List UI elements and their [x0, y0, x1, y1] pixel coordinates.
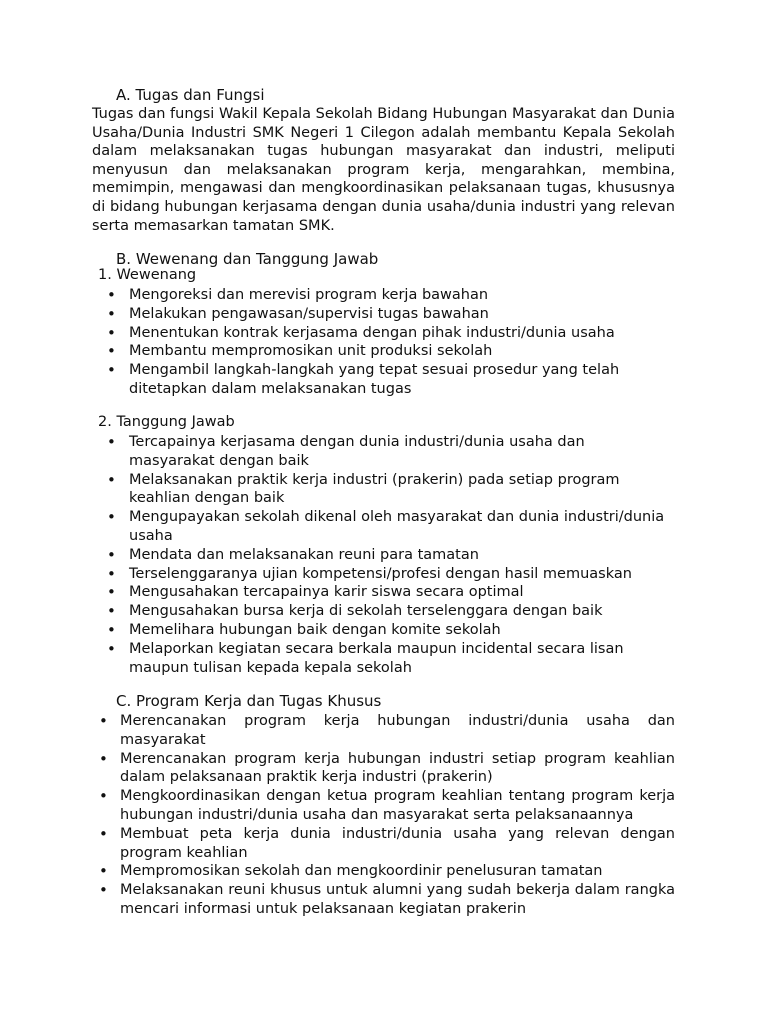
tanggung-jawab-list — [129, 433, 669, 677]
paragraph-a: Tugas dan fungsi Wakil Kepala Sekolah Bidang Hubungan Masyarakat dan Dunia Usaha/Dunia Industri SMK Negeri 1 Cilegon adalah membantu Kepala Sekolah dalam melaksanakan tugas hubungan masyarakat dan industri, meliputi menyusun dan melaksanakan program kerja, mengarahkan, membina, memimpin, mengawasi dan mengkoordinasikan pelaksanaan tugas, khususnya di bidang hubungan kerjasama dengan dunia usaha/dunia industri yang relevan serta memasarkan tamatan SMK. — [92, 106, 675, 234]
list-item: • Mengambil langkah-langkah yang tepat sesuai prosedur yang telah ditetapkan dalam melaksanakan tugas — [129, 361, 669, 399]
list-item: • Terselenggaranya ujian kompetensi/profesi dengan hasil memuaskan — [129, 565, 669, 584]
subheading-tanggung-jawab: 2. Tanggung Jawab — [98, 414, 235, 430]
list-item: • Memelihara hubungan baik dengan komite sekolah — [129, 621, 669, 640]
list-item: • Menentukan kontrak kerjasama dengan pihak industri/dunia usaha — [129, 324, 669, 343]
subheading-wewenang: 1. Wewenang — [98, 267, 197, 283]
list-item: • Merencanakan program kerja hubungan industri/dunia usaha dan masyarakat — [120, 712, 675, 750]
list-item: • Melakukan pengawasan/supervisi tugas bawahan — [129, 305, 669, 324]
heading-c: C. Program Kerja dan Tugas Khusus — [116, 692, 382, 710]
list-item: • Membuat peta kerja dunia industri/dunia usaha yang relevan dengan program keahlian — [120, 825, 675, 863]
list-item: • Mendata dan melaksanakan reuni para tamatan — [129, 546, 669, 565]
list-item: • Mengkoordinasikan dengan ketua program keahlian tentang program kerja hubungan industri/dunia usaha dan masyarakat serta pelaksanaannya — [120, 787, 675, 825]
list-item: • Mengupayakan sekolah dikenal oleh masyarakat dan dunia industri/dunia usaha — [129, 508, 669, 546]
heading-b: B. Wewenang dan Tanggung Jawab — [116, 250, 379, 268]
list-item: • Mengoreksi dan merevisi program kerja bawahan — [129, 286, 669, 305]
wewenang-list — [129, 286, 669, 399]
program-kerja-list — [120, 712, 675, 919]
heading-a: A. Tugas dan Fungsi — [116, 86, 265, 104]
list-item: • Mengusahakan bursa kerja di sekolah terselenggara dengan baik — [129, 602, 669, 621]
list-item: • Membantu mempromosikan unit produksi sekolah — [129, 342, 669, 361]
list-item: • Mengusahakan tercapainya karir siswa secara optimal — [129, 583, 669, 602]
list-item: • Melaporkan kegiatan secara berkala maupun incidental secara lisan maupun tulisan kepada kepala sekolah — [129, 640, 669, 678]
list-item: • Mempromosikan sekolah dan mengkoordinir penelusuran tamatan — [120, 862, 675, 881]
list-item: • Tercapainya kerjasama dengan dunia industri/dunia usaha dan masyarakat dengan baik — [129, 433, 669, 471]
list-item: • Melaksanakan reuni khusus untuk alumni yang sudah bekerja dalam rangka mencari informasi untuk pelaksanaan kegiatan prakerin — [120, 881, 675, 919]
list-item: • Melaksanakan praktik kerja industri (prakerin) pada setiap program keahlian dengan baik — [129, 471, 669, 509]
list-item: • Merencanakan program kerja hubungan industri setiap program keahlian dalam pelaksanaan praktik kerja industri (prakerin) — [120, 750, 675, 788]
